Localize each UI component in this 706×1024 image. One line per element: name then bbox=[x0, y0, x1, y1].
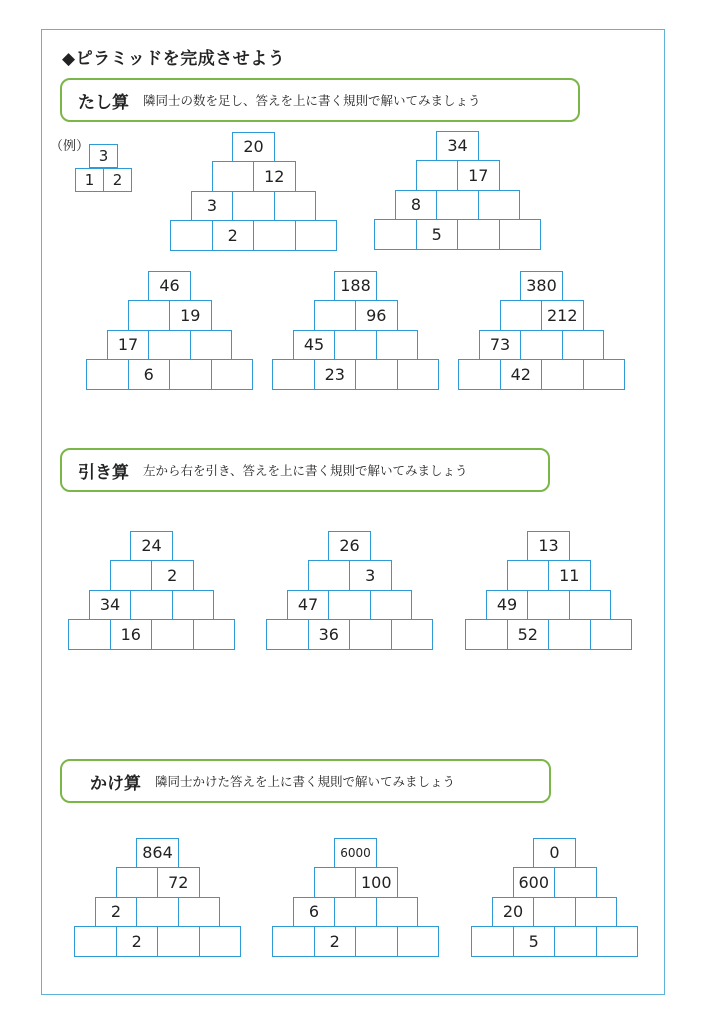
pyramid-cell: 0 bbox=[533, 838, 576, 869]
pyramid-cell: 5 bbox=[416, 219, 459, 250]
pyramid-cell[interactable] bbox=[541, 359, 584, 390]
pyramid-cell[interactable] bbox=[397, 359, 440, 390]
section-title: たし算 bbox=[78, 92, 129, 113]
pyramid-cell: 2 bbox=[95, 897, 138, 928]
pyramid-cell[interactable] bbox=[314, 300, 357, 331]
pyramid-cell: 34 bbox=[436, 131, 479, 162]
pyramid-cell[interactable] bbox=[590, 619, 633, 650]
pyramid-cell[interactable] bbox=[562, 330, 605, 361]
pyramid-cell[interactable] bbox=[128, 300, 171, 331]
pyramid-cell[interactable] bbox=[376, 897, 419, 928]
pyramid-cell[interactable] bbox=[478, 190, 521, 221]
pyramid-cell[interactable] bbox=[314, 867, 357, 898]
pyramid-cell: 600 bbox=[513, 867, 556, 898]
section-description: 隣同士かけた答えを上に書く規則で解いてみましょう bbox=[155, 774, 456, 789]
pyramid-cell: 24 bbox=[130, 531, 173, 562]
pyramid-cell[interactable] bbox=[295, 220, 338, 251]
pyramid-cell: 20 bbox=[232, 132, 275, 163]
pyramid-cell[interactable] bbox=[554, 867, 597, 898]
example-label: （例） bbox=[50, 139, 90, 154]
pyramid-cell[interactable] bbox=[349, 619, 392, 650]
pyramid-cell[interactable] bbox=[374, 219, 417, 250]
pyramid-cell[interactable] bbox=[190, 330, 233, 361]
pyramid-cell[interactable] bbox=[458, 359, 501, 390]
pyramid-cell: 2 bbox=[314, 926, 357, 957]
pyramid-cell[interactable] bbox=[370, 590, 413, 621]
pyramid-cell[interactable] bbox=[170, 220, 213, 251]
example-top-cell: 3 bbox=[89, 144, 118, 168]
pyramid-cell[interactable] bbox=[148, 330, 191, 361]
pyramid-cell: 46 bbox=[148, 271, 191, 302]
pyramid-cell: 2 bbox=[212, 220, 255, 251]
pyramid-cell: 23 bbox=[314, 359, 357, 390]
pyramid-cell: 11 bbox=[548, 560, 591, 591]
pyramid-cell[interactable] bbox=[471, 926, 514, 957]
pyramid-cell[interactable] bbox=[583, 359, 626, 390]
pyramid-cell: 212 bbox=[541, 300, 584, 331]
page-title: ◆ピラミッドを完成させよう bbox=[62, 49, 286, 69]
pyramid-cell: 26 bbox=[328, 531, 371, 562]
pyramid-cell: 380 bbox=[520, 271, 563, 302]
pyramid-cell[interactable] bbox=[355, 926, 398, 957]
pyramid-cell[interactable] bbox=[328, 590, 371, 621]
pyramid-cell[interactable] bbox=[533, 897, 576, 928]
pyramid-cell[interactable] bbox=[457, 219, 500, 250]
pyramid-cell: 42 bbox=[500, 359, 543, 390]
pyramid-cell[interactable] bbox=[334, 330, 377, 361]
section-header-multiplication bbox=[60, 759, 551, 803]
pyramid-cell[interactable] bbox=[554, 926, 597, 957]
pyramid-cell[interactable] bbox=[391, 619, 434, 650]
pyramid-cell: 8 bbox=[395, 190, 438, 221]
pyramid-cell: 49 bbox=[486, 590, 529, 621]
pyramid-cell[interactable] bbox=[575, 897, 618, 928]
pyramid-cell: 52 bbox=[507, 619, 550, 650]
pyramid-cell[interactable] bbox=[199, 926, 242, 957]
pyramid-cell: 2 bbox=[151, 560, 194, 591]
pyramid-cell: 45 bbox=[293, 330, 336, 361]
pyramid-cell[interactable] bbox=[569, 590, 612, 621]
section-header-subtraction bbox=[60, 448, 550, 492]
pyramid-cell: 12 bbox=[253, 161, 296, 192]
section-description: 左から右を引き、答えを上に書く規則で解いてみましょう bbox=[143, 463, 468, 478]
pyramid-cell[interactable] bbox=[436, 190, 479, 221]
pyramid-cell[interactable] bbox=[110, 560, 153, 591]
pyramid-cell: 6000 bbox=[334, 838, 377, 869]
pyramid-cell[interactable] bbox=[397, 926, 440, 957]
pyramid-cell: 3 bbox=[349, 560, 392, 591]
pyramid-cell[interactable] bbox=[527, 590, 570, 621]
pyramid-cell[interactable] bbox=[500, 300, 543, 331]
pyramid-cell[interactable] bbox=[193, 619, 236, 650]
pyramid-cell[interactable] bbox=[74, 926, 117, 957]
pyramid-cell: 34 bbox=[89, 590, 132, 621]
pyramid-cell[interactable] bbox=[499, 219, 542, 250]
pyramid-cell[interactable] bbox=[130, 590, 173, 621]
pyramid-cell: 17 bbox=[457, 160, 500, 191]
pyramid-cell[interactable] bbox=[232, 191, 275, 222]
pyramid-cell[interactable] bbox=[520, 330, 563, 361]
pyramid-cell[interactable] bbox=[172, 590, 215, 621]
pyramid-cell[interactable] bbox=[169, 359, 212, 390]
pyramid-cell: 17 bbox=[107, 330, 150, 361]
pyramid-cell[interactable] bbox=[86, 359, 129, 390]
pyramid-cell[interactable] bbox=[68, 619, 111, 650]
pyramid-cell[interactable] bbox=[266, 619, 309, 650]
section-description: 隣同士の数を足し、答えを上に書く規則で解いてみましょう bbox=[143, 93, 481, 108]
pyramid-cell[interactable] bbox=[136, 897, 179, 928]
pyramid-cell[interactable] bbox=[355, 359, 398, 390]
pyramid-cell: 20 bbox=[492, 897, 535, 928]
pyramid-cell: 188 bbox=[334, 271, 377, 302]
pyramid-cell: 19 bbox=[169, 300, 212, 331]
section-title: かけ算 bbox=[90, 773, 141, 794]
pyramid-cell: 3 bbox=[191, 191, 234, 222]
example-bottom-cell: 1 bbox=[75, 168, 104, 192]
pyramid-cell: 96 bbox=[355, 300, 398, 331]
example-bottom-cell: 2 bbox=[103, 168, 132, 192]
pyramid-cell[interactable] bbox=[178, 897, 221, 928]
pyramid-cell[interactable] bbox=[151, 619, 194, 650]
pyramid-cell[interactable] bbox=[253, 220, 296, 251]
pyramid-cell: 864 bbox=[136, 838, 179, 869]
pyramid-cell: 73 bbox=[479, 330, 522, 361]
section-title: 引き算 bbox=[78, 462, 129, 483]
pyramid-cell: 6 bbox=[293, 897, 336, 928]
pyramid-cell[interactable] bbox=[376, 330, 419, 361]
pyramid-cell[interactable] bbox=[157, 926, 200, 957]
pyramid-cell[interactable] bbox=[465, 619, 508, 650]
pyramid-cell[interactable] bbox=[548, 619, 591, 650]
pyramid-cell: 16 bbox=[110, 619, 153, 650]
pyramid-cell: 100 bbox=[355, 867, 398, 898]
pyramid-cell[interactable] bbox=[211, 359, 254, 390]
pyramid-cell: 47 bbox=[287, 590, 330, 621]
pyramid-cell[interactable] bbox=[212, 161, 255, 192]
pyramid-cell[interactable] bbox=[272, 926, 315, 957]
section-header-addition bbox=[60, 78, 580, 122]
pyramid-cell: 36 bbox=[308, 619, 351, 650]
pyramid-cell[interactable] bbox=[334, 897, 377, 928]
pyramid-cell[interactable] bbox=[596, 926, 639, 957]
pyramid-cell[interactable] bbox=[308, 560, 351, 591]
pyramid-cell: 6 bbox=[128, 359, 171, 390]
pyramid-cell[interactable] bbox=[272, 359, 315, 390]
pyramid-cell[interactable] bbox=[116, 867, 159, 898]
pyramid-cell[interactable] bbox=[274, 191, 317, 222]
pyramid-cell: 2 bbox=[116, 926, 159, 957]
pyramid-cell[interactable] bbox=[507, 560, 550, 591]
pyramid-cell[interactable] bbox=[416, 160, 459, 191]
pyramid-cell: 5 bbox=[513, 926, 556, 957]
pyramid-cell: 13 bbox=[527, 531, 570, 562]
pyramid-cell: 72 bbox=[157, 867, 200, 898]
